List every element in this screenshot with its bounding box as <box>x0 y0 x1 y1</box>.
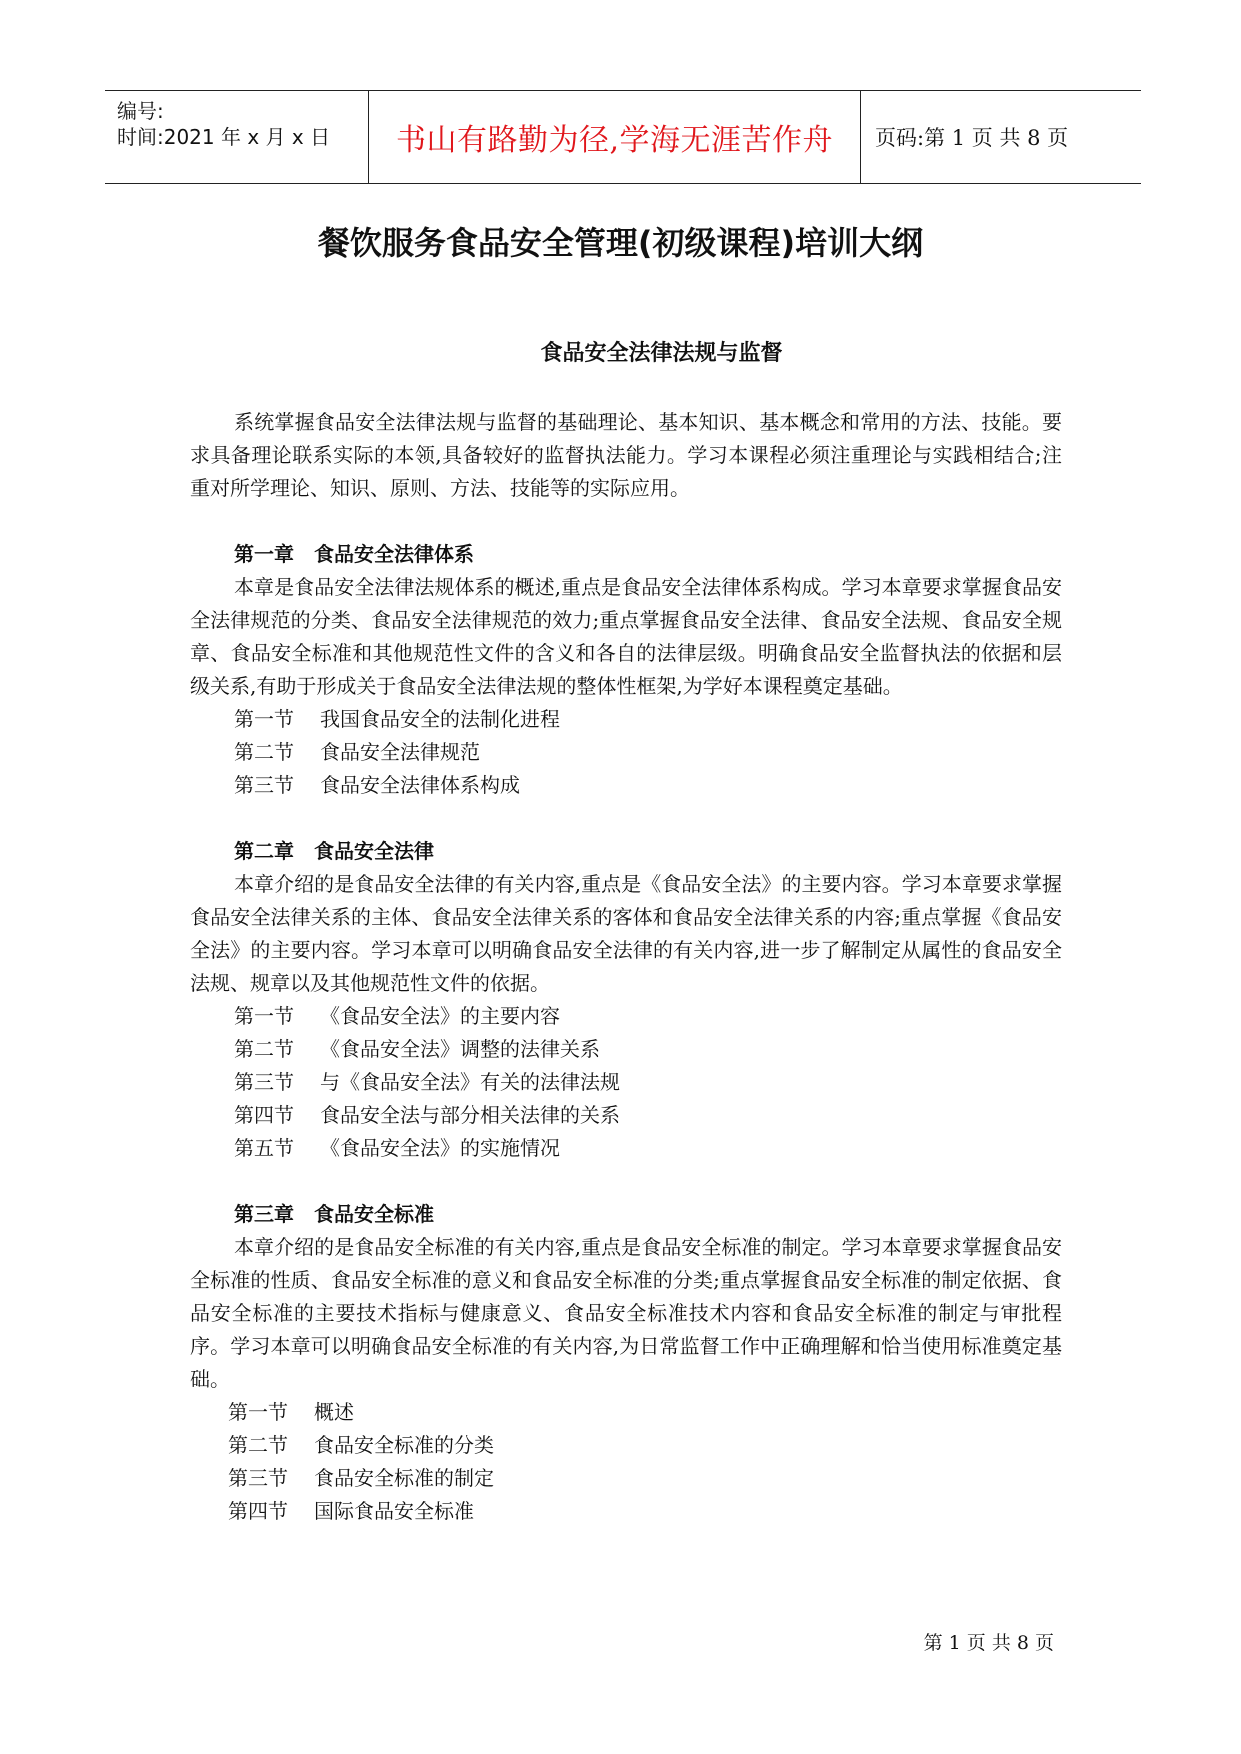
section-number: 第五节 <box>234 1136 294 1160</box>
section-title: 食品安全标准的制定 <box>314 1466 494 1490</box>
section-number: 第一节 <box>234 707 294 731</box>
section-title: 食品安全法律体系构成 <box>320 773 520 797</box>
chapter-heading: 第一章 食品安全法律体系 <box>234 542 474 566</box>
section-number: 第三节 <box>228 1466 288 1490</box>
section-item <box>190 1132 1062 1165</box>
section-title: 国际食品安全标准 <box>314 1499 474 1523</box>
section-title: 《食品安全法》的主要内容 <box>320 1004 560 1028</box>
section-item <box>190 1033 1062 1066</box>
section-title: 我国食品安全的法制化进程 <box>320 707 560 731</box>
course-title: 食品安全法律法规与监督 <box>540 341 783 366</box>
section-title: 食品安全标准的分类 <box>314 1433 494 1457</box>
section-title: 《食品安全法》调整的法律关系 <box>320 1037 600 1061</box>
section-item <box>190 1000 1062 1033</box>
document-body <box>190 406 1062 1528</box>
section-item <box>190 1429 1062 1462</box>
section-number: 第二节 <box>234 1037 294 1061</box>
chapter-heading: 第三章 食品安全标准 <box>234 1202 434 1226</box>
section-number: 第三节 <box>234 1070 294 1094</box>
page-footer: 第 1 页 共 8 页 <box>923 1632 1054 1654</box>
motto-text: 书山有路勤为径,学海无涯苦作舟 <box>395 123 834 158</box>
chapter-heading: 第二章 食品安全法律 <box>234 839 434 863</box>
page-code: 页码:第 1 页 共 8 页 <box>875 126 1069 150</box>
section-title: 食品安全法律规范 <box>320 740 480 764</box>
section-number: 第四节 <box>228 1499 288 1523</box>
section-item <box>190 736 1062 769</box>
chapter-3 <box>190 1198 1062 1528</box>
time-label: 时间:2021 年 x 月 x 日 <box>117 125 331 149</box>
number-label: 编号: <box>117 99 164 123</box>
section-number: 第二节 <box>234 740 294 764</box>
course-intro: 系统掌握食品安全法律法规与监督的基础理论、基本知识、基本概念和常用的方法、技能。要求具备理论联系实际的本领,具备较好的监督执法能力。学习本课程必须注重理论与实践相结合;注重对所学理论、知识、原则、方法、技能等的实际应用。 <box>190 410 1062 500</box>
chapter-2 <box>190 835 1062 1165</box>
document-title: 餐饮服务食品安全管理(初级课程)培训大纲 <box>317 224 924 262</box>
header-page-cell <box>861 91 1141 183</box>
section-item <box>190 1396 1062 1429</box>
header-motto-cell <box>369 91 861 183</box>
section-item <box>190 1099 1062 1132</box>
section-title: 食品安全法与部分相关法律的关系 <box>320 1103 620 1127</box>
section-number: 第一节 <box>228 1400 288 1424</box>
section-title: 《食品安全法》的实施情况 <box>320 1136 560 1160</box>
section-number: 第一节 <box>234 1004 294 1028</box>
chapter-description: 本章介绍的是食品安全标准的有关内容,重点是食品安全标准的制定。学习本章要求掌握食品安全标准的性质、食品安全标准的意义和食品安全标准的分类;重点掌握食品安全标准的制定依据、食品安全标准的主要技术指标与健康意义、食品安全标准技术内容和食品安全标准的制定与审批程序。学习本章可以明确食品安全标准的有关内容,为日常监督工作中正确理解和恰当使用标准奠定基础。 <box>190 1235 1062 1391</box>
section-title: 概述 <box>314 1400 354 1424</box>
section-item <box>190 1066 1062 1099</box>
section-item <box>190 769 1062 802</box>
chapter-description: 本章是食品安全法律法规体系的概述,重点是食品安全法律体系构成。学习本章要求掌握食品安全法律规范的分类、食品安全法律规范的效力;重点掌握食品安全法律、食品安全法规、食品安全规章、食品安全标准和其他规范性文件的含义和各自的法律层级。明确食品安全监督执法的依据和层级关系,有助于形成关于食品安全法律法规的整体性框架,为学好本课程奠定基础。 <box>190 575 1062 698</box>
header-info-cell <box>105 91 369 183</box>
section-item <box>190 703 1062 736</box>
section-item <box>190 1495 1062 1528</box>
section-item <box>190 1462 1062 1495</box>
chapter-description: 本章介绍的是食品安全法律的有关内容,重点是《食品安全法》的主要内容。学习本章要求掌握食品安全法律关系的主体、食品安全法律关系的客体和食品安全法律关系的内容;重点掌握《食品安全法》的主要内容。学习本章可以明确食品安全法律的有关内容,进一步了解制定从属性的食品安全法规、规章以及其他规范性文件的依据。 <box>190 872 1062 995</box>
chapter-1 <box>190 538 1062 802</box>
section-number: 第三节 <box>234 773 294 797</box>
section-number: 第二节 <box>228 1433 288 1457</box>
section-number: 第四节 <box>234 1103 294 1127</box>
section-title: 与《食品安全法》有关的法律法规 <box>320 1070 620 1094</box>
header-table <box>105 90 1141 184</box>
